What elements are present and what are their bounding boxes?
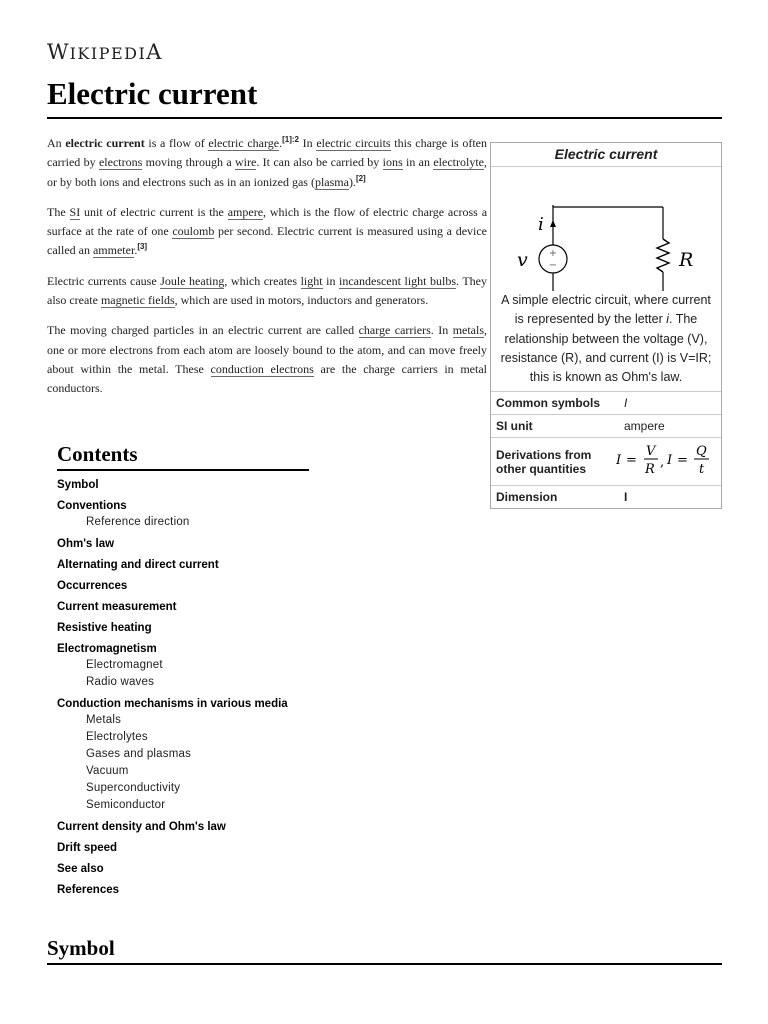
text: , one or more electrons from each atom are loosely bound to the atom, and can move freely about within the metal. These [47,323,488,376]
toc-list [57,477,309,898]
text: ). [348,174,356,189]
text: , which creates [224,273,301,288]
link-coulomb[interactable]: coulomb [172,224,215,239]
section-heading-symbol: Symbol [47,936,115,960]
formula-Q: Q [696,444,707,460]
toc-subitem-metals[interactable]: Metals [86,714,122,726]
label-v: v [517,249,528,271]
caption-text: . The relationship between the voltage (V), resistance (R), and current (I) is V=IR; this is known as Ohm's law. [500,312,712,385]
intro-paragraph-1 [47,134,487,192]
citation-1[interactable]: [1]:2 [282,135,299,144]
toc-subitem-electromagnet[interactable]: Electromagnet [86,659,163,671]
link-conduction-electrons[interactable]: conduction electrons [210,361,314,376]
current-arrow-icon [550,220,556,227]
infobox-key: Derivations from other quantities [496,447,592,476]
text: , or by both ions and electrons such as in an ionized gas ( [47,155,487,189]
infobox-title: Electric current [491,143,721,167]
resistor-symbol [657,239,669,272]
link-ions[interactable]: ions [382,155,403,170]
text: . [134,243,138,258]
text: Electric currents cause [47,273,161,288]
text: this charge is often carried by [47,136,488,170]
wordmark-first: W [47,40,70,64]
formula-eq: = [626,453,637,469]
link-electric-charge[interactable]: electric charge [208,136,280,150]
text: An [47,136,66,150]
formula-svg [616,442,716,478]
formula-R: R [645,462,655,478]
infobox-row-derivations [491,438,721,486]
link-si[interactable]: SI [69,204,81,219]
text: . They also create [47,273,487,308]
infobox-key: Dimension [496,490,558,505]
toc-item-conduction-mechanisms[interactable]: Conduction mechanisms in various media [57,698,288,710]
toc-subitem-gases-plasmas[interactable]: Gases and plasmas [86,748,192,760]
link-electrons[interactable]: electrons [98,155,143,170]
text: . In [430,323,453,338]
toc-item-ohms-law[interactable]: Ohm's law [57,538,115,550]
wordmark-middle: IKIPEDI [69,44,147,63]
caption-symbol-i: i [666,312,669,327]
link-electric-circuits[interactable]: electric circuits [316,136,391,150]
bold-term: electric current [65,136,145,150]
link-incandescent-light-bulbs[interactable]: incandescent light bulbs [339,273,457,288]
formula-I: I [616,453,622,469]
wikipedia-wordmark[interactable] [47,40,162,64]
label-r: R [679,249,694,271]
infobox-caption [491,291,721,392]
formula-I2: I [667,453,673,469]
toc-subitem-reference-direction[interactable]: Reference direction [86,516,190,528]
link-magnetic-fields[interactable]: magnetic fields [100,293,175,308]
text: in [322,273,339,288]
text: in an [402,155,434,170]
toc-subitem-electrolytes[interactable]: Electrolytes [86,731,148,743]
toc-subitem-vacuum[interactable]: Vacuum [86,765,129,777]
text: The moving charged particles in an electric current are called [47,323,359,338]
text: . [279,136,283,150]
formula-t: t [699,462,705,478]
link-charge-carriers[interactable]: charge carriers [358,323,431,338]
infobox-formula [611,438,721,485]
minus-sign: − [548,260,558,271]
intro-paragraph-2 [47,203,487,261]
formula-comma: , [660,455,665,471]
infobox-key: SI unit [496,419,533,434]
formula-V: V [646,444,656,460]
title-divider [47,117,722,119]
toc-title: Contents [57,442,309,471]
text: unit of electric current is the [80,204,228,219]
label-i: i [538,214,544,235]
toc-item-resistive-heating[interactable]: Resistive heating [57,622,152,634]
toc-subitem-radio-waves[interactable]: Radio waves [86,676,155,688]
infobox-value[interactable]: ampere [624,419,665,434]
infobox-row-si-unit [491,415,721,438]
infobox-key: Common symbols [496,396,601,411]
toc-item-conventions[interactable]: Conventions [57,500,127,512]
toc-item-current-density[interactable]: Current density and Ohm's law [57,821,226,833]
link-ampere[interactable]: ampere [227,204,264,219]
text: per second. Electric current is measured using a device called an [47,224,488,258]
infobox-value: I [624,490,628,505]
toc-subitem-semiconductor[interactable]: Semiconductor [86,799,166,811]
intro-paragraph-4 [47,321,487,398]
plus-sign: + [548,248,558,259]
link-wire[interactable]: wire [234,155,257,170]
toc-item-electromagnetism[interactable]: Electromagnetism [57,643,157,655]
toc-item-drift-speed[interactable]: Drift speed [57,842,118,854]
text: . It can also be carried by [256,155,383,170]
infobox [490,142,722,509]
citation-3[interactable]: [3] [137,242,148,252]
infobox-row-symbols [491,392,721,415]
text: , which are used in motors, inductors and generators. [174,293,429,308]
toc-item-occurrences[interactable]: Occurrences [57,580,128,592]
link-joule-heating[interactable]: Joule heating [160,273,225,288]
link-electrolyte[interactable]: electrolyte [433,155,484,170]
link-metals[interactable]: metals [452,323,485,338]
formula-eq2: = [677,453,688,469]
text: The [47,204,70,219]
citation-2[interactable]: [2] [355,173,366,183]
infobox-row-dimension [491,486,721,508]
link-ammeter[interactable]: ammeter [92,243,135,258]
text: moving through a [142,155,235,170]
toc-item-see-also[interactable]: See also [57,863,104,875]
wordmark-last: A [146,40,163,64]
toc-item-symbol[interactable]: Symbol [57,479,99,491]
table-of-contents [57,442,309,898]
article-intro [47,134,487,410]
circuit-diagram[interactable] [491,167,721,291]
infobox-value: I [624,396,628,411]
text: In [298,136,317,150]
text: is a flow of [144,136,209,150]
link-light[interactable]: light [300,273,323,288]
circuit-diagram-svg [491,167,721,291]
caption-text: A simple electric circuit, where current is represented by the letter [501,293,711,327]
toc-subitem-superconductivity[interactable]: Superconductivity [86,782,181,794]
intro-paragraph-3 [47,272,487,311]
text: are the charge carriers in metal conductors. [47,361,487,396]
toc-item-references[interactable]: References [57,884,120,896]
page-title: Electric current [47,76,258,111]
text: , which is the flow of electric charge across a surface at the rate of one [47,204,488,239]
link-plasma[interactable]: plasma [314,174,349,189]
section-divider [47,963,722,965]
toc-item-ac-dc[interactable]: Alternating and direct current [57,559,219,571]
toc-item-current-measurement[interactable]: Current measurement [57,601,177,613]
